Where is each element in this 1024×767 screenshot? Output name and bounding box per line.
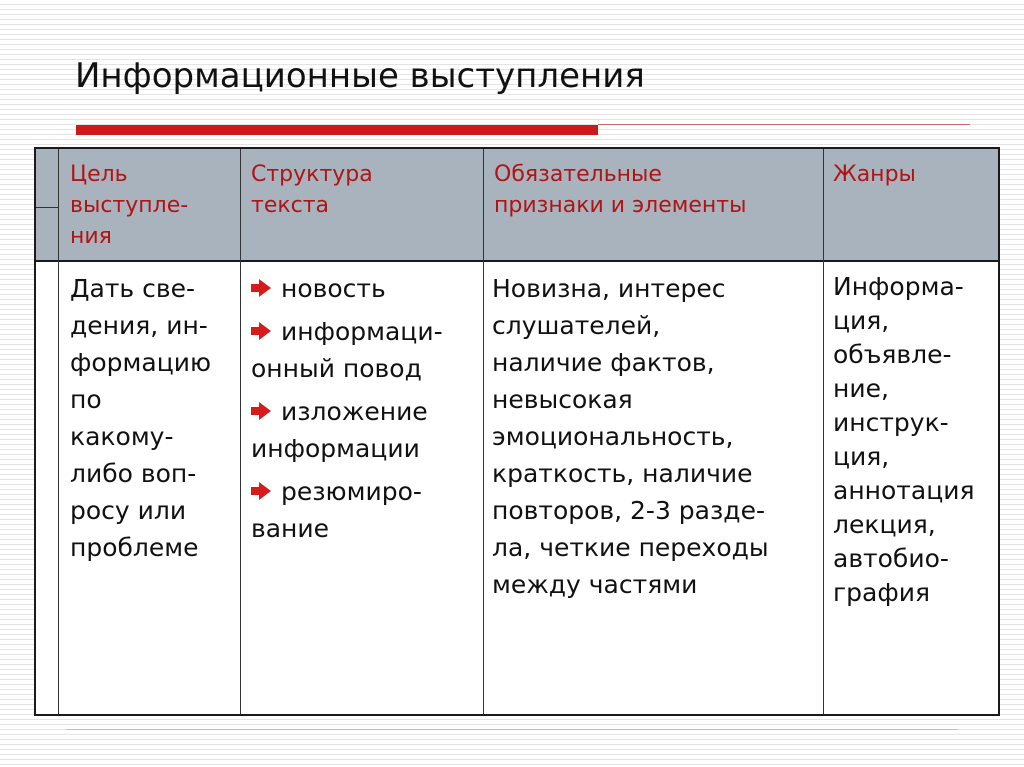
footer-divider [66, 729, 958, 730]
list-item: информаци- онный повод [251, 313, 481, 387]
page-title: Информационные выступления [75, 56, 645, 96]
cell-features: Новизна, интерес слушателей, наличие фактов, невысокая эмоциональность, краткость, наличие повторов, 2-3 разде- ла, четкие переходы между частями [492, 274, 769, 599]
arrow-bullet-icon [251, 313, 281, 340]
header-features: Обязательные признаки и элементы [494, 162, 747, 218]
title-underline-thin [598, 124, 970, 125]
info-table [34, 147, 1000, 716]
list-item: новость [251, 270, 481, 307]
column-divider [483, 149, 484, 714]
header-structure: Структура текста [251, 162, 373, 218]
list-item: резюмиро- вание [251, 473, 481, 547]
list-item: изложение информации [251, 393, 481, 467]
stub-divider [36, 207, 58, 208]
arrow-bullet-icon [251, 270, 281, 297]
cell-structure [251, 262, 481, 547]
column-divider [240, 149, 241, 714]
arrow-bullet-icon [251, 473, 281, 500]
cell-genres: Информа- ция, объявле- ние, инструк- ция, аннотация лекция, автобио- графия [833, 272, 975, 607]
column-divider [58, 149, 59, 714]
header-goal: Цель выступле- ния [70, 162, 189, 249]
title-underline-bar [76, 125, 598, 135]
arrow-bullet-icon [251, 393, 281, 420]
header-genres: Жанры [833, 162, 916, 187]
cell-goal: Дать све- дения, ин- формацию по какому- либо воп- росу или проблеме [70, 274, 212, 562]
